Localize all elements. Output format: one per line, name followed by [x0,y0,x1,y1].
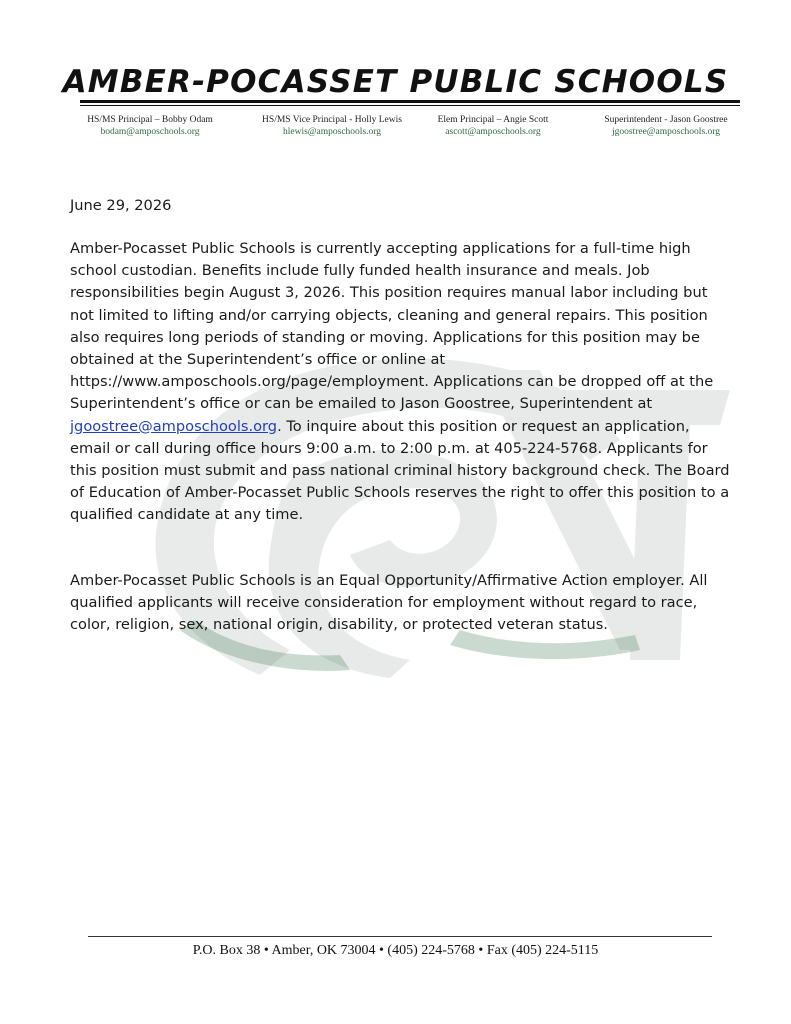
staff-hsms-vice-principal [240,114,424,138]
staff-hsms-principal [70,114,230,138]
staff-elem-principal [418,114,568,138]
staff-role: Elem Principal – Angie Scott [437,115,549,125]
letter-date: June 29, 2026 [70,197,172,214]
staff-email-link[interactable]: jgoostree@amposchools.org [611,127,721,137]
paragraph-text: Amber-Pocasset Public Schools is an Equal Opportunity/Affirmative Action employer. All qualified applicants will receive consideration for employment without regard to race, color, religion, sex, national origin, disability, or protected veteran status. [70,572,708,634]
equal-opportunity-paragraph [70,570,730,637]
footer-rule [88,936,712,937]
staff-email-link[interactable]: hlewis@amposchools.org [282,127,382,137]
school-name: AMBER-POCASSET PUBLIC SCHOOLS [62,64,729,100]
staff-email-link[interactable]: bodam@amposchools.org [100,127,200,137]
paragraph-text: Amber-Pocasset Public Schools is currently accepting applications for a full-time high school custodian. Benefits include fully funded health insurance and meals. Job responsibilities begin August 3, 2026. This position requires manual labor including but not limited to lifting and/or carrying objects, cleaning and general repairs. This position also requires long periods of standing or moving. Applications for this position may be obtained at the Superintendent’s office or online at https://www.amposchools.org/page/employment. Applications can be dropped off at the Superintendent’s office or can be emailed to Jason Goostree, Superintendent at [70,240,714,413]
staff-superintendent [584,114,748,138]
paragraph-text: . To inquire about this position or request an application, email or call during office hours 9:00 a.m. to 2:00 p.m. at 405-224-5768. Applicants for this position must submit and pass national criminal history background check. The Board of Education of Amber-Pocasset Public Schools reserves the right to offer this position to a qualified candidate at any time. [70,417,730,524]
staff-role: Superintendent - Jason Goostree [604,115,728,125]
footer-address: P.O. Box 38 • Amber, OK 73004 • (405) 224-5768 • Fax (405) 224-5115 [192,943,599,958]
superintendent-email-link[interactable]: jgoostree@amposchools.org [70,417,278,435]
header-rule-thick [80,100,740,103]
staff-email-link[interactable]: ascott@amposchools.org [445,127,541,137]
header-rule-thin [80,105,740,106]
staff-role: HS/MS Principal – Bobby Odam [87,115,213,125]
staff-role: HS/MS Vice Principal - Holly Lewis [262,115,402,125]
job-posting-paragraph [70,238,730,527]
